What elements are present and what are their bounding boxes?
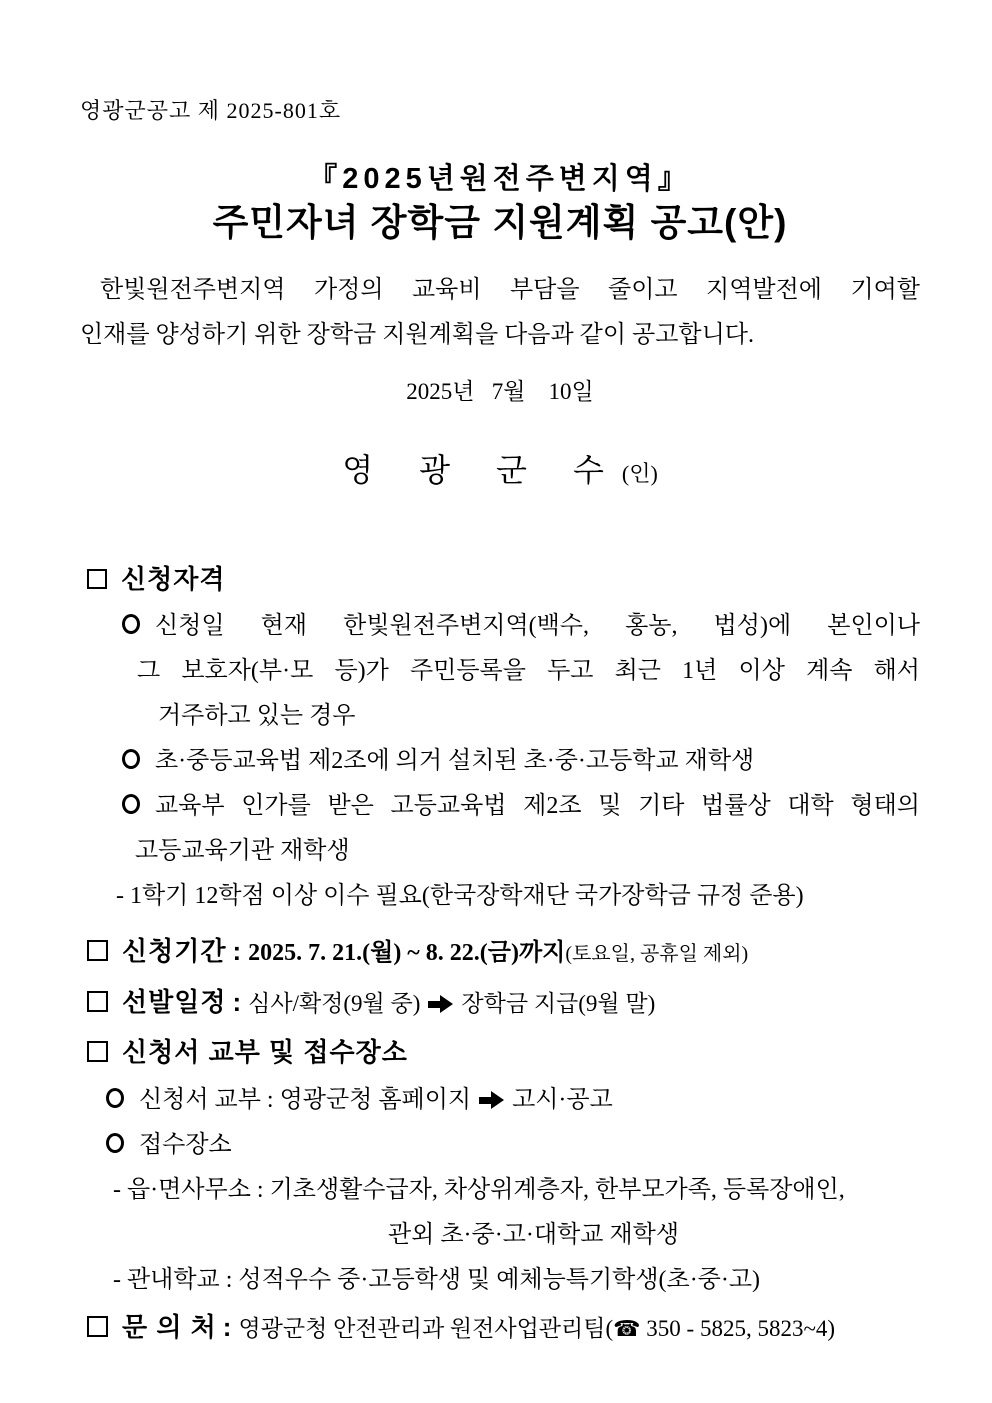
section-distribution-title: 신청서 교부 및 접수장소 [122, 1037, 408, 1067]
schedule-colon: : [232, 987, 243, 1017]
section-eligibility-title: 신청자격 [121, 564, 226, 594]
arrow-right-icon [478, 1091, 505, 1109]
distribution-sub1-line2: 관외 초·중·고·대학교 재학생 [388, 1222, 679, 1248]
eligibility-item3-line2: 고등교육기관 재학생 [135, 838, 350, 864]
section-schedule [80, 978, 920, 1028]
eligibility-item1-line3: 거주하고 있는 경우 [158, 703, 356, 729]
intro-line-1: 한빛원전주변지역 가정의 교육비 부담을 줄이고 지역발전에 기여할 [100, 277, 920, 303]
circle-bullet-icon [122, 749, 140, 769]
title-line1: 『2025년원전주변지역』 [308, 163, 692, 195]
period-note: (토요일, 공휴일 제외) [565, 943, 749, 965]
intro-paragraph [80, 268, 920, 358]
section-contact-title: 문 의 처 [122, 1312, 217, 1342]
distribution-item2-label: 접수장소 [139, 1132, 232, 1158]
contact-colon: : [222, 1312, 233, 1342]
eligibility-item3-note: - 1학기 12학점 이상 이수 필요(한국장학재단 국가장학금 규정 준용) [116, 883, 804, 909]
phone-icon: ☎ [613, 1317, 641, 1342]
section-period-title: 신청기간 [122, 936, 227, 966]
eligibility-item2 [80, 739, 920, 784]
section-contact [80, 1303, 920, 1354]
schedule-step1: 심사/확정(9월 중) [248, 991, 421, 1016]
eligibility-item3-line1 [80, 784, 920, 829]
square-marker-icon [87, 1316, 108, 1337]
square-marker-icon [87, 991, 108, 1012]
distribution-sub2: - 관내학교 : 성적우수 중·고등학생 및 예체능특기학생(초·중·고) [113, 1267, 761, 1293]
distribution-item1 [80, 1078, 920, 1123]
announcement-date: 2025년 7월 10일 [406, 379, 594, 404]
signer-name: 영 광 군 수 [342, 452, 614, 488]
contact-phone-numbers: 350 - 5825, 5823~4) [640, 1316, 836, 1341]
arrow-right-icon [427, 995, 454, 1013]
circle-bullet-icon [122, 614, 140, 634]
eligibility-item1-line2: 그 보호자(부·모 등)가 주민등록을 두고 최근 1년 이상 계속 해서 [137, 658, 920, 684]
distribution-sub1-line1: - 읍·면사무소 : 기초생활수급자, 차상위계층자, 한부모가족, 등록장애인, [113, 1177, 845, 1203]
eligibility-item3-text: 교육부 인가를 받은 고등교육법 제2조 및 기타 법률상 대학 형태의 [155, 793, 920, 819]
square-marker-icon [87, 940, 108, 961]
contact-value: 영광군청 안전관리과 원전사업관리팀( [238, 1316, 614, 1341]
eligibility-item2-text: 초·중등교육법 제2조에 의거 설치된 초·중·고등학교 재학생 [155, 748, 755, 774]
square-marker-icon [87, 569, 107, 589]
title-line2: 주민자녀 장학금 지원계획 공고(안) [212, 202, 788, 243]
section-eligibility-header [80, 559, 920, 604]
circle-bullet-icon [106, 1133, 124, 1153]
seal-mark: (인) [621, 461, 658, 486]
period-colon: : [232, 936, 243, 966]
circle-bullet-icon [106, 1088, 124, 1108]
distribution-item1-label: 신청서 교부 : 영광군청 홈페이지 [139, 1087, 472, 1113]
schedule-step2: 장학금 지급(9월 말) [461, 991, 656, 1016]
eligibility-item1-text: 신청일 현재 한빛원전주변지역(백수, 홍농, 법성)에 본인이나 [155, 613, 920, 639]
section-period [80, 927, 920, 978]
section-schedule-title: 선발일정 [122, 987, 227, 1017]
distribution-item1-target: 고시·공고 [512, 1087, 613, 1113]
circle-bullet-icon [122, 794, 140, 814]
period-value: 2025. 7. 21.(월) ~ 8. 22.(금)까지 [248, 940, 566, 966]
distribution-item2 [80, 1123, 920, 1168]
doc-number: 영광군공고 제 2025-801호 [80, 98, 342, 123]
square-marker-icon [87, 1041, 108, 1062]
signature-line [80, 446, 920, 501]
eligibility-item1-line1 [80, 604, 920, 649]
intro-line-2: 인재를 양성하기 위한 장학금 지원계획을 다음과 같이 공고합니다. [80, 322, 754, 348]
section-distribution-header [80, 1028, 920, 1078]
